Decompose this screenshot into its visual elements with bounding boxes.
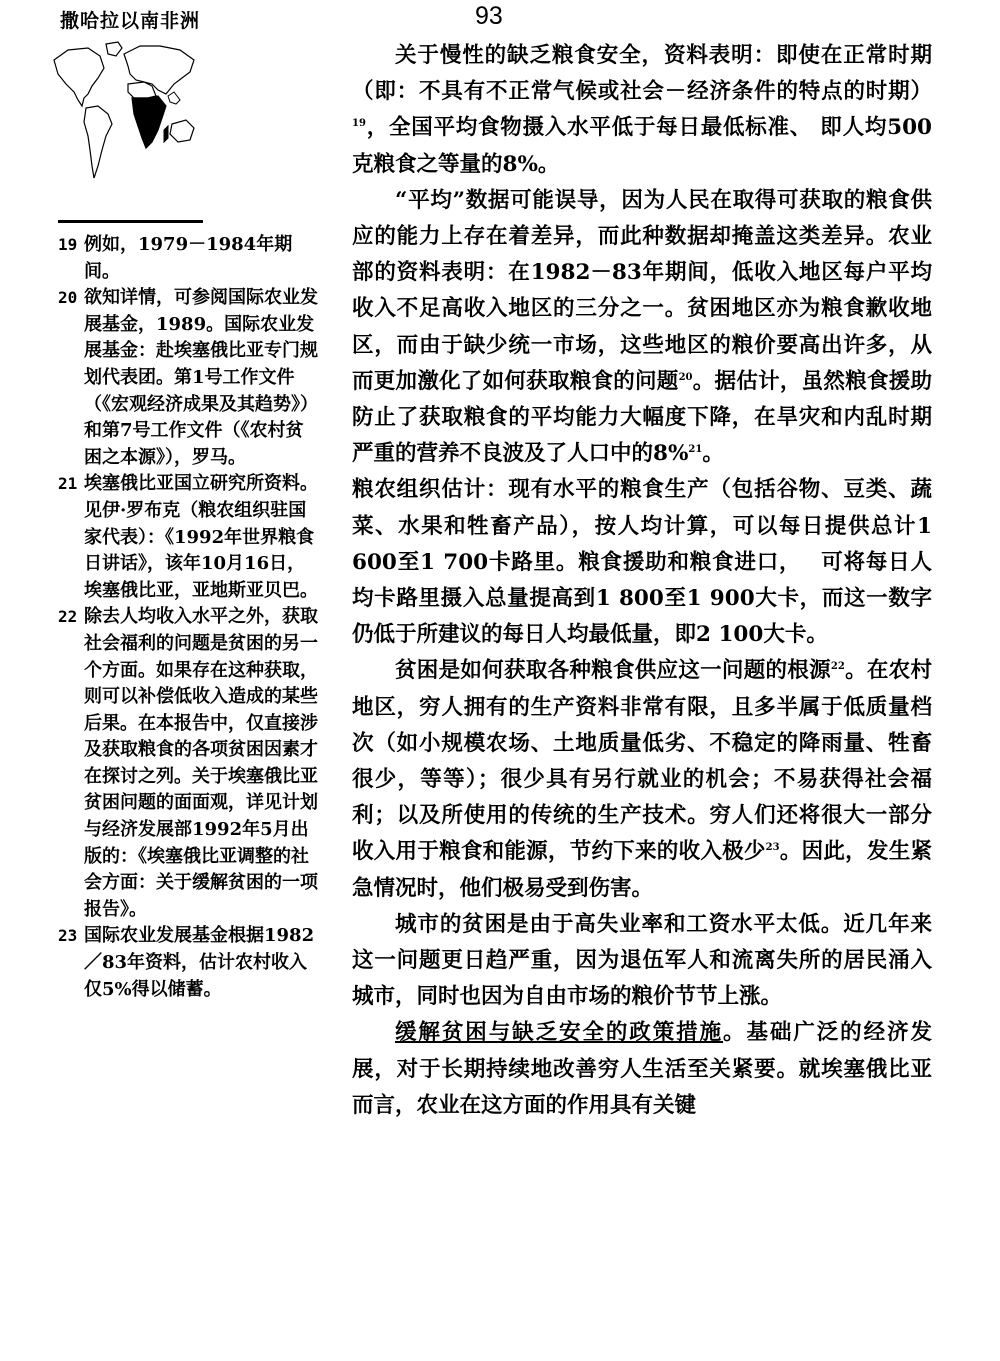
paragraph-chronic-food-insecurity <box>352 38 932 183</box>
paragraph-text: 。 <box>702 441 724 467</box>
sub-saharan-africa-shape <box>132 96 166 148</box>
footnote-ref-19[interactable]: 19 <box>352 118 366 130</box>
paragraph-policy-measures <box>352 1015 932 1124</box>
footnote-ref-21[interactable]: 21 <box>688 444 703 456</box>
footnote-ref-20[interactable]: 20 <box>678 371 693 383</box>
paragraph-urban-poverty: 城市的贫困是由于高失业率和工资水平太低。近几年来这一问题更日趋严重，因为退伍军人和流离失所的居民涌入城市，同时也因为自由市场的粮价节节上涨。 <box>352 911 932 1010</box>
map-caption: 撒哈拉以南非洲 <box>60 10 201 32</box>
footnote-21 <box>58 471 320 604</box>
north-america-shape <box>54 48 104 106</box>
paragraph-fao-estimate: 粮农组织估计：现有水平的粮食生产（包括谷物、豆类、蔬菜、水果和牲畜产品），按人均计算，可以每日提供总计1 600至1 700卡路里。粮食援助和粮食进口， 可将每日人均卡路里摄入总量提高到1 800至1 900大卡，而这一数字仍低于所建议的每日人均最低量，即2 100大卡。 <box>352 477 932 648</box>
footnote-22 <box>58 604 320 923</box>
footnote-20 <box>58 285 320 471</box>
footnote-number: 22 <box>58 607 78 627</box>
footnote-number: 20 <box>58 288 78 308</box>
paragraph-poverty-root <box>352 653 932 906</box>
section-heading: 缓解贫困与缺乏安全的政策措施 <box>395 1020 724 1046</box>
footnote-23 <box>58 923 320 1003</box>
footnote-text: 除去人均收入水平之外，获取社会福利的问题是贫困的另一个方面。如果存在这种获取，则可以补偿低收入造成的某些后果。在本报告中，仅直接涉及获取粮食的各项贫困因素才在探讨之列。关于埃塞俄比亚贫困问题的面面观，详见计划与经济发展部1992年5月出版的：《埃塞俄比亚调整的社会方面：关于缓解贫困的一项报告》。 <box>84 606 318 920</box>
south-america-shape <box>84 106 112 178</box>
world-map-figure <box>48 38 196 188</box>
paragraph-text: 。因此，发生紧急情况时，他们极易受到伤害。 <box>352 839 932 901</box>
paragraph-text: 。基础广泛的经济发展，对于长期持续地改善穷人生活至关紧要。就埃塞俄比亚而言，农业在这方面的作用具有关键 <box>352 1020 932 1118</box>
paragraph-text: ，全国平均食物摄入水平低于每日最低标准、 即人均500克粮食之等量的8%。 <box>352 115 932 177</box>
footnotes-column <box>58 232 320 1003</box>
footnote-ref-23[interactable]: 23 <box>765 842 780 854</box>
southeast-asia-shape <box>168 92 180 104</box>
paragraph-text: 。据估计，虽然粮食援助防止了获取粮食的平均能力大幅度下降，在旱灾和内乱时期严重的营养不良波及了人口中的8% <box>352 368 932 467</box>
footnote-text: 埃塞俄比亚国立研究所资料。见伊·罗布克（粮农组织驻国家代表）：《1992年世界粮食日讲话》，该年10月16日，埃塞俄比亚，亚地斯亚贝巴。 <box>84 473 318 601</box>
paragraph-text: “平均”数据可能误导，因为人民在取得可获取的粮食供应的能力上存在着差异，而此种数据却掩盖这类差异。农业部的资料表明：在1982－83年期间，低收入地区每户平均收入不足高收入地区的三分之一。贫困地区亦为粮食歉收地区，而由于缺少统一市场，这些地区的粮价要高出许多，从而更加激化了如何获取粮食的问题 <box>352 187 932 394</box>
footnote-number: 23 <box>58 926 78 946</box>
madagascar-shape <box>164 126 168 142</box>
paragraph-text: 关于慢性的缺乏粮食安全，资料表明：即使在正常时期（即：不具有不正常气候或社会－经济条件的特点的时期） <box>352 43 932 105</box>
greenland-shape <box>106 42 122 56</box>
footnote-ref-22[interactable]: 22 <box>830 661 845 673</box>
paragraph-text: 贫困是如何获取各种粮食供应这一问题的根源 <box>395 658 831 684</box>
australia-shape <box>170 120 194 142</box>
paragraph-text: 。在农村地区，穷人拥有的生产资料非常有限，且多半属于低质量档次（如小规模农场、土地质量低劣、不稳定的降雨量、牲畜很少，等等）；很少具有另行就业的机会；不易获得社会福利；以及所使用的传统的生产技术。穷人们还将很大一部分收入用于粮食和能源，节约下来的收入极少 <box>352 658 932 865</box>
footnote-text: 国际农业发展基金根据1982／83年资料，估计农村收入仅5%得以储蓄。 <box>84 925 315 1000</box>
footnote-number: 19 <box>58 235 78 254</box>
footnote-text: 欲知详情，可参阅国际农业发展基金，1989。国际农业发展基金：赴埃塞俄比亚专门规划代表团。第1号工作文件（《宏观经济成果及其趋势》）和第7号工作文件（《农村贫困之本源》），罗马。 <box>84 287 318 468</box>
footnote-text: 例如，1979－1984年期间。 <box>84 234 293 282</box>
paragraph-average-data <box>352 183 932 473</box>
page-number: 93 <box>475 2 503 30</box>
main-text-column <box>352 38 932 1124</box>
footnote-separator <box>58 220 203 223</box>
footnote-number: 21 <box>58 474 78 494</box>
footnote-19 <box>58 232 320 285</box>
